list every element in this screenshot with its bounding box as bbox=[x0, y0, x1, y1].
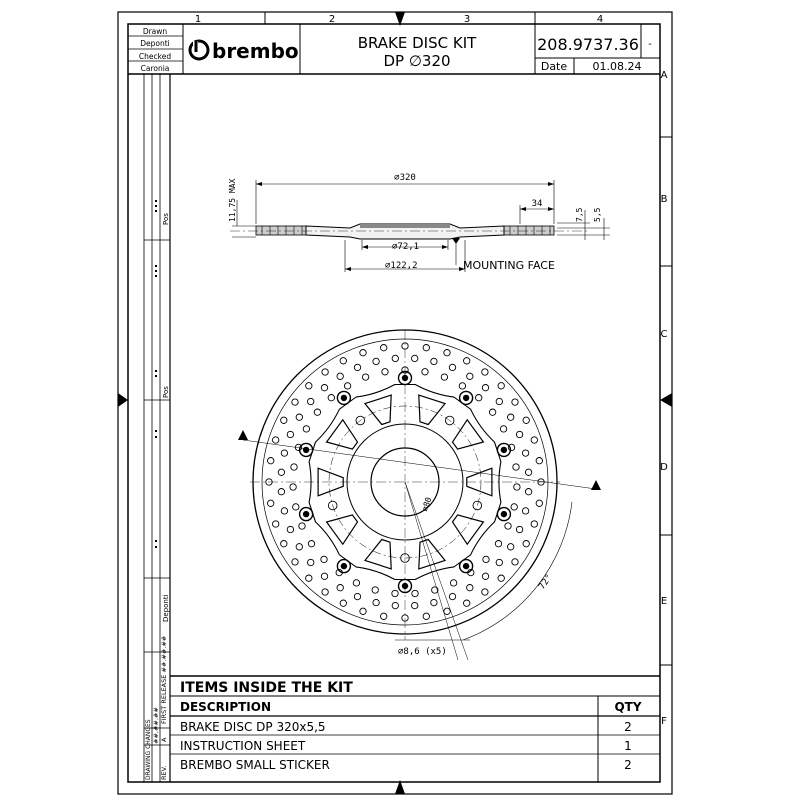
drill-hole bbox=[496, 398, 502, 404]
drill-hole bbox=[273, 437, 279, 443]
drill-hole bbox=[353, 580, 359, 586]
drill-hole bbox=[296, 544, 302, 550]
drill-hole bbox=[322, 369, 328, 375]
date-value: 01.08.24 bbox=[592, 60, 642, 73]
part-number: 208.9737.36 bbox=[537, 35, 639, 54]
drill-hole bbox=[321, 556, 327, 562]
drill-hole bbox=[422, 369, 428, 375]
drill-hole bbox=[340, 358, 346, 364]
kit-row-description: BRAKE DISC DP 320x5,5 bbox=[180, 720, 326, 734]
drill-hole bbox=[523, 541, 529, 547]
drill-hole bbox=[290, 484, 296, 490]
brembo-logo-icon bbox=[190, 41, 208, 59]
drill-hole bbox=[328, 395, 334, 401]
role-drawn: Drawn bbox=[142, 27, 168, 36]
drill-hole bbox=[337, 373, 343, 379]
drill-hole bbox=[268, 458, 274, 464]
disc-section-view bbox=[230, 224, 590, 244]
drill-hole bbox=[482, 589, 488, 595]
drill-hole bbox=[292, 399, 298, 405]
drill-hole bbox=[516, 526, 522, 532]
dim-band-width: 34 bbox=[531, 199, 543, 209]
drill-hole bbox=[423, 613, 429, 619]
drill-hole bbox=[522, 508, 528, 514]
strip-tick-marks bbox=[155, 200, 157, 548]
drill-hole bbox=[512, 399, 518, 405]
role-checked-name: Caronia bbox=[140, 64, 170, 73]
bobbin-center bbox=[463, 395, 469, 401]
drill-hole bbox=[278, 469, 284, 475]
dim-height-2: 5,5 bbox=[593, 207, 602, 222]
strip-pos-1: Pos bbox=[162, 213, 170, 225]
row-label-d: D bbox=[660, 462, 668, 473]
drill-hole bbox=[512, 559, 518, 565]
drill-hole bbox=[498, 383, 504, 389]
column-label-4: 4 bbox=[596, 14, 604, 25]
kit-table-header-qty: QTY bbox=[614, 700, 642, 714]
drill-hole bbox=[513, 464, 519, 470]
inner-frame bbox=[128, 24, 660, 782]
drawing-title-line2: DP ∅320 bbox=[383, 52, 451, 70]
kit-row-qty: 2 bbox=[624, 720, 632, 734]
mounting-face-label: MOUNTING FACE bbox=[463, 259, 555, 272]
strip-pos-2: Pos bbox=[162, 386, 170, 398]
drill-hole bbox=[292, 559, 298, 565]
drill-hole bbox=[278, 489, 284, 495]
drill-hole bbox=[337, 585, 343, 591]
drill-hole bbox=[444, 350, 450, 356]
bobbin-center bbox=[341, 563, 347, 569]
drill-hole bbox=[360, 350, 366, 356]
drill-hole bbox=[296, 414, 302, 420]
drill-hole bbox=[495, 541, 501, 547]
kit-row-qty: 2 bbox=[624, 758, 632, 772]
column-label-3: 3 bbox=[463, 14, 471, 25]
brand-name: brembo bbox=[212, 39, 299, 63]
drill-hole bbox=[281, 508, 287, 514]
drill-hole bbox=[523, 417, 529, 423]
date-label: Date bbox=[540, 60, 568, 73]
dim-spoke-angle: 72° bbox=[537, 572, 555, 592]
drill-hole bbox=[498, 575, 504, 581]
strip-drawn-by: Deponti bbox=[162, 594, 170, 622]
dim-height-1: 7,5 bbox=[575, 207, 584, 222]
drill-hole bbox=[306, 383, 312, 389]
drill-hole bbox=[321, 573, 327, 579]
bobbin-center bbox=[303, 511, 309, 517]
drill-hole bbox=[522, 450, 528, 456]
column-label-1: 1 bbox=[194, 14, 202, 25]
spoke-window bbox=[365, 395, 391, 424]
drill-hole bbox=[449, 364, 455, 370]
drill-hole bbox=[459, 383, 465, 389]
drill-hole bbox=[360, 608, 366, 614]
dim-outer-diameter: ∅320 bbox=[394, 173, 416, 183]
dim-hub-outer: ∅122,2 bbox=[385, 261, 418, 271]
dim-hole-diameter: ∅8,6 (x5) bbox=[398, 647, 447, 657]
drill-hole bbox=[372, 587, 378, 593]
drill-hole bbox=[431, 599, 437, 605]
kit-row-description: BREMBO SMALL STICKER bbox=[180, 758, 330, 772]
drill-hole bbox=[340, 600, 346, 606]
drill-hole bbox=[354, 593, 360, 599]
drill-hole bbox=[287, 526, 293, 532]
spoke-window bbox=[419, 540, 445, 569]
section-arrow-right-icon bbox=[591, 480, 601, 490]
drill-hole bbox=[467, 585, 473, 591]
drill-hole bbox=[482, 369, 488, 375]
drill-hole bbox=[476, 395, 482, 401]
drill-hole bbox=[531, 437, 537, 443]
drill-hole bbox=[483, 556, 489, 562]
row-label-c: C bbox=[660, 329, 668, 340]
strip-first-release: FIRST RELEASE ##.##.## bbox=[160, 635, 168, 724]
drill-hole bbox=[444, 608, 450, 614]
drill-hole bbox=[293, 504, 299, 510]
dim-bolt-circle: ∅80 bbox=[420, 496, 434, 513]
drill-hole bbox=[281, 417, 287, 423]
drill-hole bbox=[536, 458, 542, 464]
drill-hole bbox=[482, 573, 488, 579]
drill-hole bbox=[505, 523, 511, 529]
drill-hole bbox=[489, 409, 495, 415]
drill-hole bbox=[412, 602, 418, 608]
drill-hole bbox=[308, 541, 314, 547]
drill-hole bbox=[268, 500, 274, 506]
strip-rev-letter: A bbox=[160, 737, 168, 742]
drill-hole bbox=[344, 383, 350, 389]
drill-hole bbox=[314, 409, 320, 415]
bobbin-center bbox=[303, 447, 309, 453]
drill-hole bbox=[423, 345, 429, 351]
bobbin-center bbox=[463, 563, 469, 569]
drill-hole bbox=[482, 385, 488, 391]
drill-hole bbox=[291, 464, 297, 470]
drill-hole bbox=[299, 523, 305, 529]
drill-hole bbox=[382, 369, 388, 375]
bobbin-center bbox=[341, 395, 347, 401]
row-label-f: F bbox=[661, 716, 667, 727]
drill-hole bbox=[464, 358, 470, 364]
drill-hole bbox=[392, 355, 398, 361]
kit-row-description: INSTRUCTION SHEET bbox=[180, 739, 306, 753]
column-label-2: 2 bbox=[328, 14, 336, 25]
drill-hole bbox=[281, 541, 287, 547]
section-arrow-left-icon bbox=[238, 430, 248, 440]
kit-row-qty: 1 bbox=[624, 739, 632, 753]
drill-hole bbox=[273, 521, 279, 527]
row-label-e: E bbox=[660, 596, 668, 607]
drill-hole bbox=[381, 345, 387, 351]
role-checked: Checked bbox=[138, 52, 172, 61]
drill-hole bbox=[303, 426, 309, 432]
drill-hole bbox=[308, 559, 314, 565]
drill-hole bbox=[362, 374, 368, 380]
drill-hole bbox=[516, 431, 522, 437]
drill-hole bbox=[525, 489, 531, 495]
bobbin-center bbox=[501, 447, 507, 453]
drill-hole bbox=[321, 385, 327, 391]
drill-hole bbox=[508, 414, 514, 420]
drill-hole bbox=[392, 590, 398, 596]
drill-hole bbox=[412, 590, 418, 596]
drill-hole bbox=[536, 500, 542, 506]
drill-hole bbox=[467, 373, 473, 379]
role-drawn-name: Deponti bbox=[140, 39, 170, 48]
drill-hole bbox=[431, 358, 437, 364]
strip-rev-label: REV. bbox=[160, 765, 168, 780]
revision-mark: - bbox=[648, 39, 652, 50]
spoke-window bbox=[419, 395, 445, 424]
drill-hole bbox=[449, 593, 455, 599]
drill-hole bbox=[281, 450, 287, 456]
dim-thickness-max: 11,75 MAX bbox=[228, 178, 237, 222]
drill-hole bbox=[464, 600, 470, 606]
drill-hole bbox=[514, 484, 520, 490]
drill-hole bbox=[287, 431, 293, 437]
drill-hole bbox=[511, 504, 517, 510]
strip-drawing-changes: DRAWING CHANGES bbox=[145, 719, 152, 780]
drill-hole bbox=[500, 426, 506, 432]
disc-front-view bbox=[238, 330, 601, 660]
kit-table-header-description: DESCRIPTION bbox=[180, 700, 272, 714]
drill-hole bbox=[412, 355, 418, 361]
drill-hole bbox=[392, 602, 398, 608]
strip-rev-date: ##.##.## bbox=[152, 707, 160, 744]
row-label-a: A bbox=[660, 70, 668, 81]
drill-hole bbox=[496, 559, 502, 565]
drill-hole bbox=[381, 613, 387, 619]
drill-hole bbox=[308, 398, 314, 404]
drill-hole bbox=[531, 521, 537, 527]
drill-hole bbox=[525, 469, 531, 475]
drill-hole bbox=[373, 599, 379, 605]
drill-hole bbox=[322, 589, 328, 595]
drill-hole bbox=[441, 374, 447, 380]
spoke-window bbox=[365, 540, 391, 569]
dim-hub-inner: ∅72,1 bbox=[392, 242, 420, 252]
drill-hole bbox=[508, 544, 514, 550]
row-label-b: B bbox=[660, 194, 668, 205]
drawing-title-line1: BRAKE DISC KIT bbox=[357, 34, 477, 52]
drill-hole bbox=[373, 358, 379, 364]
bobbin-center bbox=[501, 511, 507, 517]
drill-hole bbox=[354, 364, 360, 370]
kit-table-title: ITEMS INSIDE THE KIT bbox=[180, 680, 353, 696]
drill-hole bbox=[306, 575, 312, 581]
drill-hole bbox=[450, 580, 456, 586]
